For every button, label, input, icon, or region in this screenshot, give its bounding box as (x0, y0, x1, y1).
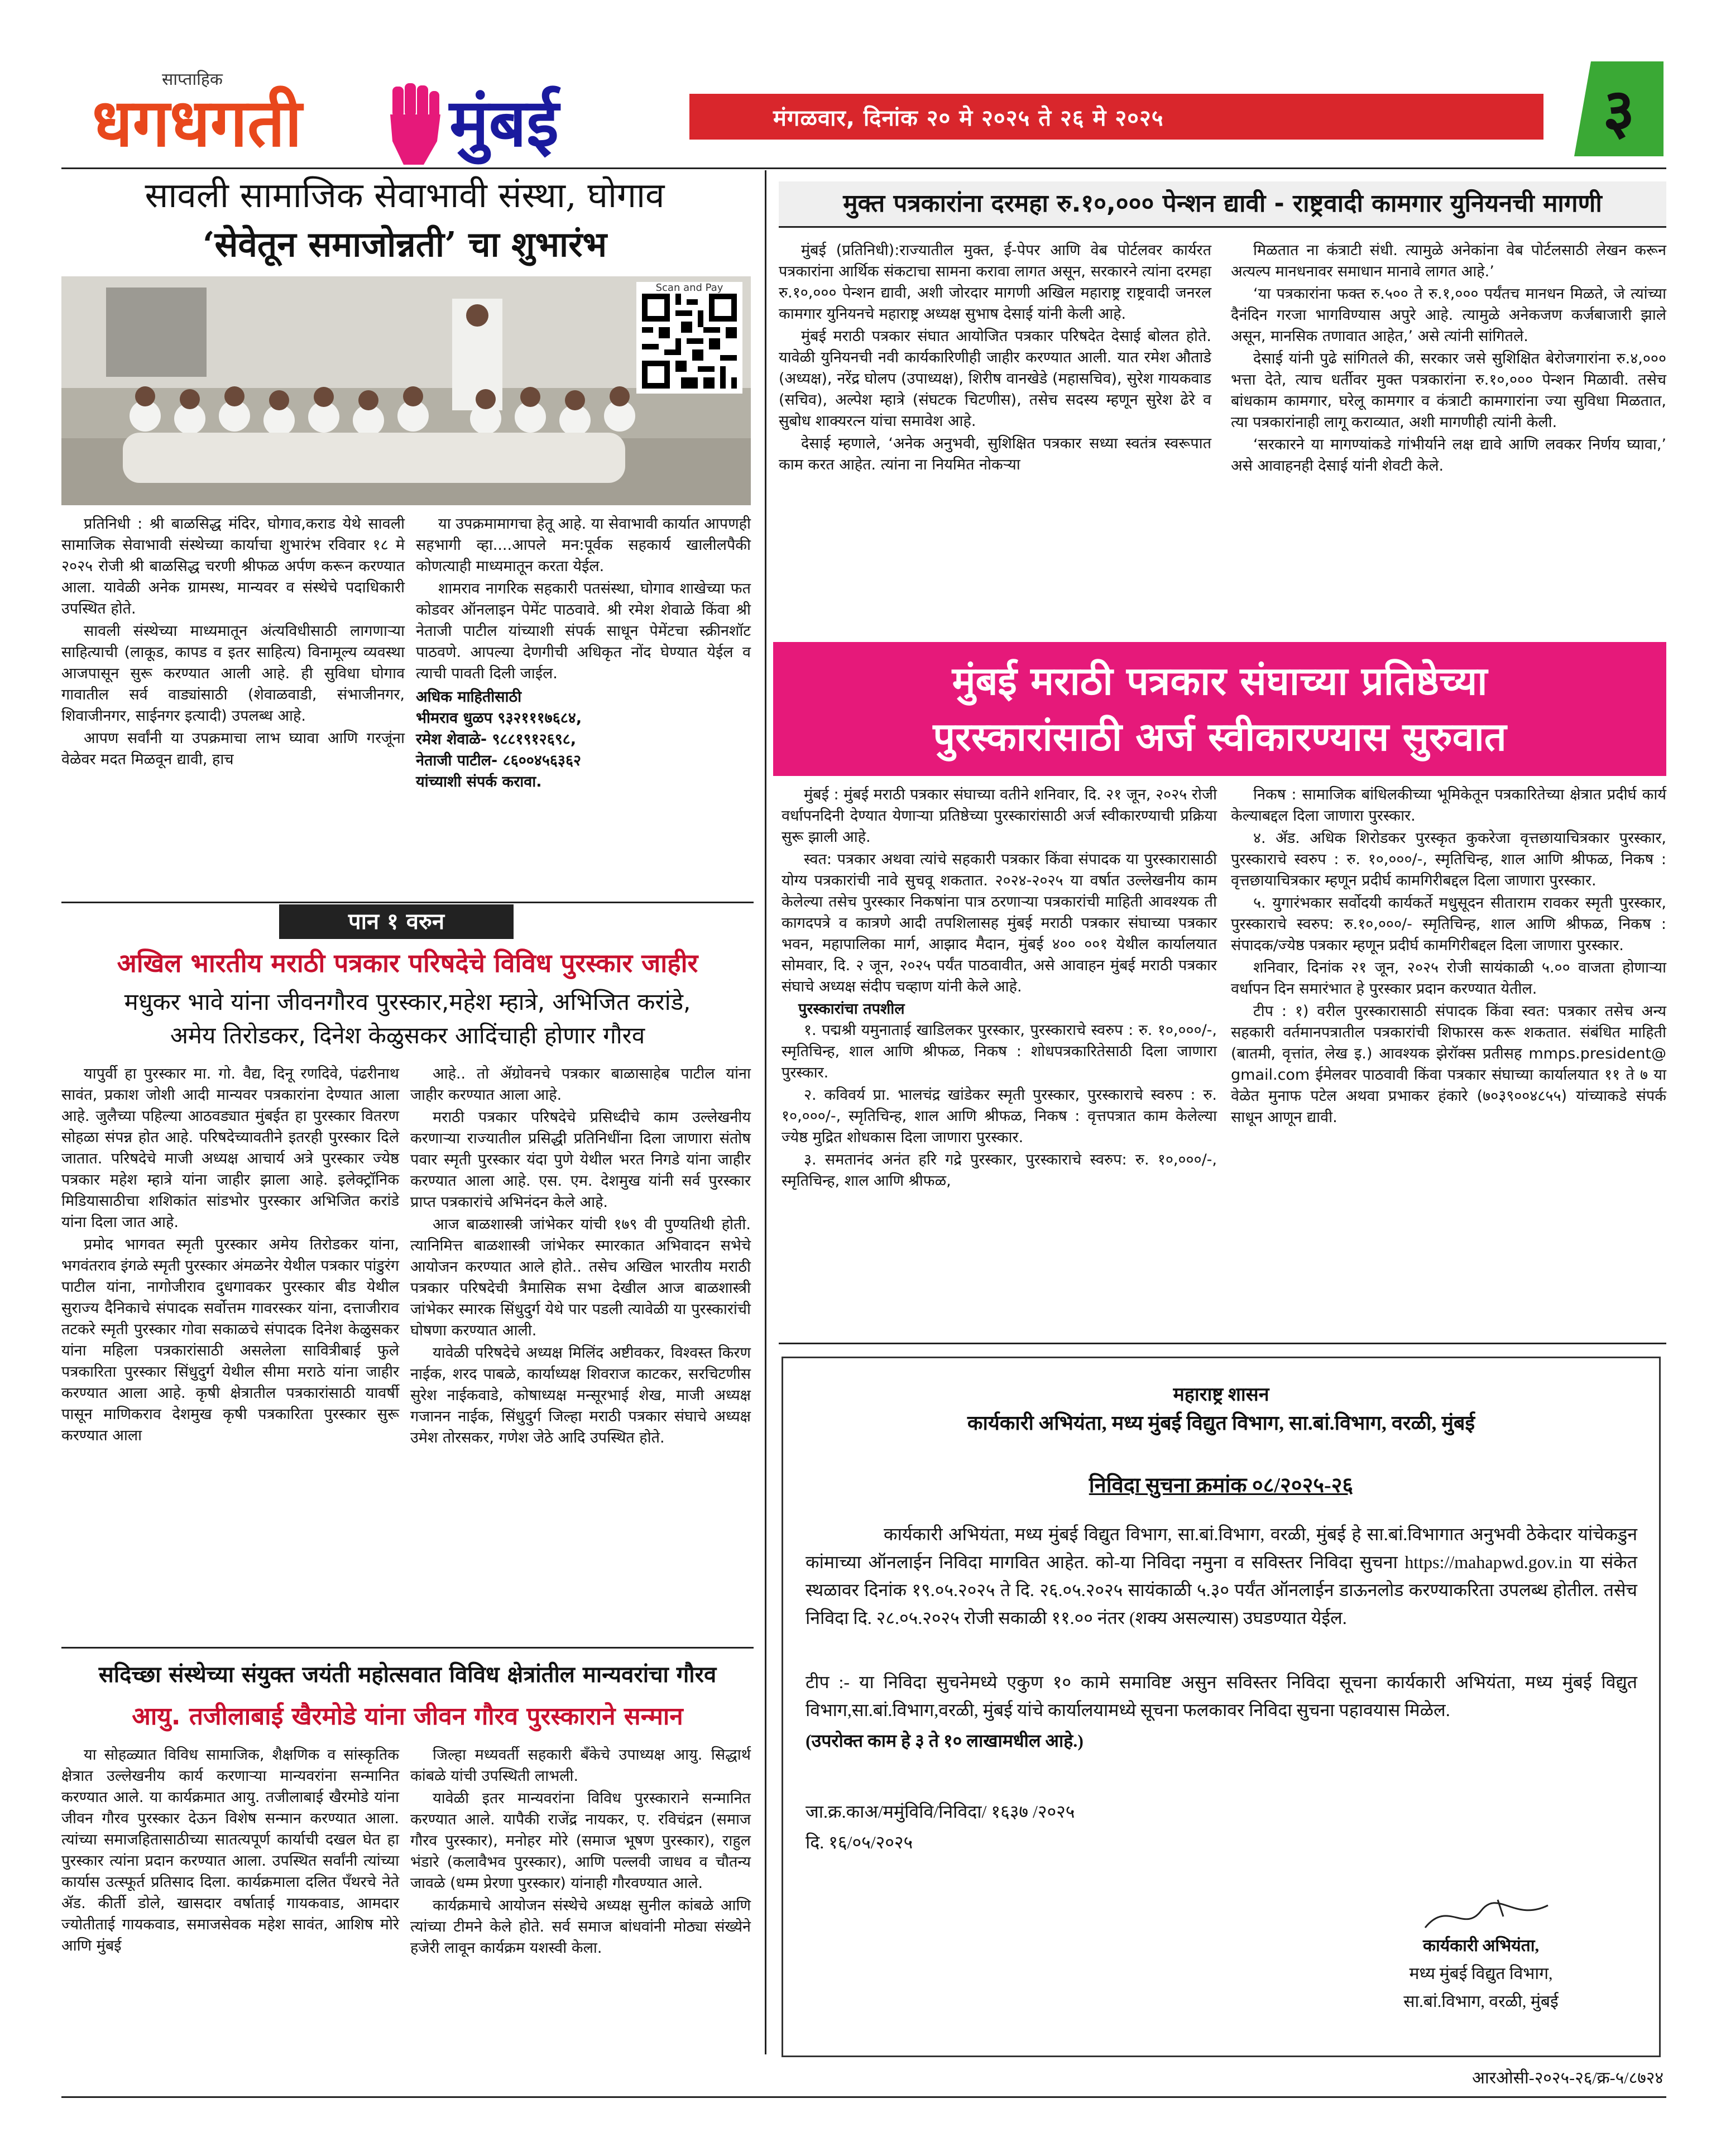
paragraph: मिळतात ना कंत्राटी संधी. त्यामुळे अनेकांना वेब पोर्टलसाठी लेखन करून अत्यल्प मानधनावर समाधान मानावे लागत आहे.’ (1231, 242, 1666, 280)
tender-office: कार्यकारी अभियंता, मध्य मुंबई विद्युत विभाग, सा.बां.विभाग, वरळी, मुंबई (967, 1412, 1475, 1434)
story2-title: अखिल भारतीय मराठी पत्रकार परिषदेचे विविध पुरस्कार जाहीर (117, 948, 698, 978)
tender-ref-no: जा.क्र.काअ/ममुंविवि/निविदा/ १६३७ /२०२५ (806, 1802, 1075, 1822)
page-number: ३ (1603, 75, 1635, 147)
qr-code-panel (636, 282, 742, 394)
paragraph: देसाई म्हणाले, ‘अनेक अनुभवी, सुशिक्षित पत्रकार सध्या स्वतंत्र स्वरूपात काम करत आहेत. त्यांना ना नियमित नोकऱ्या (779, 435, 1211, 473)
story2-subtitle-line1: मधुकर भावे यांना जीवनगौरव पुरस्कार,महेश म्हात्रे, अभिजित करांडे, (124, 988, 691, 1015)
paragraph: मुंबई (प्रतिनिधी):राज्यातील मुक्त, ई-पेपर आणि वेब पोर्टलवर कार्यरत पत्रकारांना आर्थिक संकटाचा सामना करावा लागत असून, सरकारने त्यांना दरमहा रु.१०,००० पेन्शन द्यावी, अशी जोरदार मागणी अखिल महाराष्ट्र राष्ट्रवादी जनरल कामगार युनियनचे महाराष्ट्र अध्यक्ष सुभाष देसाई यांनी केली आहे. (779, 242, 1211, 323)
paragraph: यावेळी इतर मान्यवरांना विविध पुरस्काराने सन्मानित करण्यात आले. यापैकी राजेंद्र नायकर, ए. रविचंद्रन (समाज गौरव पुरस्कार), मनोहर मोरे (समाज भूषण पुरस्कार), राहुल भंडारे (कलावैभव पुरस्कार), आणि पल्लवी जाधव व चौतन्य जावळे (धम्म प्रेरणा पुरस्कार) यांनाही गौरवण्यात आले. (410, 1790, 751, 1892)
paragraph: टीप : १) वरील पुरस्कारासाठी संपादक किंवा स्वत: पत्रकार तसेच अन्य सहकारी वर्तमानपत्रातील पत्रकारांची शिफारस करू शकतात. संबंधित माहिती (बातमी, वृत्तांत, लेख इ.) आवश्यक झेरॉक्स प्रतीसह mmps.president@ gmail.com ईमेलवर पाठवावी किंवा पत्रकार संघाच्या कार्यालयात ११ ते ७ या वेळेत मुनाफ पटेल अथवा प्रभाकर हंकारे (७०३९००४८५५) यांच्याकडे संपर्क साधून आणून द्यावी. (1231, 1003, 1666, 1126)
paragraph: यावेळी परिषदेचे अध्यक्ष मिलिंद अष्टीवकर, विश्वस्त किरण नाईक, शरद पाबळे, कार्याध्यक्ष शिवराज काटकर, सरचिटणीस सुरेश नाईकवाडे, कोषाध्यक्ष मन्सूरभाई शेख, माजी अध्यक्ष गजानन नाईक, सिंधुदुर्ग जिल्हा मराठी पत्रकार संघाचे अध्यक्ष उमेश तोरसकर, गणेश जेठे आदि उपस्थित होते. (410, 1344, 751, 1446)
paragraph: शनिवार, दिनांक २१ जून, २०२५ रोजी सायंकाळी ५.०० वाजता होणाऱ्या वर्धापन दिन समारंभात हे पुरस्कार प्रदान करण्यात येतील. (1231, 959, 1666, 998)
story1-title-line1: सावली सामाजिक सेवाभावी संस्था, घोगाव (145, 175, 665, 215)
contact-line: भीमराव धुळप ९३२१११७६८४, (416, 710, 582, 727)
paragraph: स्वत: पत्रकार अथवा त्यांचे सहकारी पत्रकार किंवा संपादक या पुरस्कारासाठी योग्य पत्रकारांची नावे सुचवू शकतात. २०२४-२०२५ या वर्षात उल्लेखनीय काम केलेल्या तसेच पुरस्कार निकषांना पात्र ठरणाऱ्या पत्रकारांची माहिती आवश्यक ती कागदपत्रे व कात्रणे आदी तपशिलासह मुंबई मराठी पत्रकार संघाच्या पत्रकार भवन, महापालिका मार्ग, आझाद मैदान, मुंबई ४०० ००१ येथील कार्यालयात सोमवार, दि. २ जून, २०२५ पर्यंत पाठवावीत, असे आवाहन मुंबई मराठी पत्रकार संघाचे अध्यक्ष संदीप चव्हाण यांनी केले आहे. (782, 851, 1217, 995)
paragraph: सावली संस्थेच्या माध्यमातून अंत्यविधीसाठी लागणाऱ्या साहित्याची (लाकूड, कापड व इतर साहित्य) विनामूल्य व्यवस्था आजपासून सुरू करण्यात आली आहे. ही सुविधा घोगाव गावातील सर्व वाड्यांसाठी (शेवाळवाडी, संभाजीनगर, शिवाजीनगर, साईनगर इत्यादी) उपलब्ध आहे. (61, 622, 405, 725)
tender-para3: (उपरोक्त काम हे ३ ते १० लाखामधील आहे.) (806, 1731, 1084, 1751)
tender-sign-line3: सा.बां.विभाग, वरळी, मुंबई (1403, 1992, 1559, 2011)
date-bar (689, 94, 1543, 140)
paragraph: आहे.. तो ॲग्रोवनचे पत्रकार बाळासाहेब पाटील यांना जाहीर करण्यात आला आहे. (410, 1065, 751, 1104)
story5-col2 (1231, 784, 1666, 1129)
story2-col2 (410, 1063, 751, 1450)
continued-label: पान १ वरुन (279, 904, 514, 939)
story5-banner (773, 642, 1666, 776)
story1-col1 (61, 514, 405, 772)
paragraph: कार्यक्रमाचे आयोजन संस्थेचे अध्यक्ष सुनील कांबळे आणि त्यांच्या टीमने केले होते. सर्व समाज बांधवांनी मोठ्या संख्येने हजेरी लावून कार्यक्रम यशस्वी केला. (410, 1897, 751, 1957)
masthead-small-label: साप्ताहिक (162, 70, 223, 89)
page-number-badge (1574, 61, 1664, 156)
masthead-name-part2: मुंबई (449, 84, 559, 161)
paragraph: मराठी पत्रकार परिषदेचे प्रसिध्दीचे काम उल्लेखनीय करणाऱ्या राज्यातील प्रसिद्धी प्रतिनिधींना दिला जाणारा संतोष पवार स्मृती पुरस्कार यंदा पुणे येथील भरत निगडे यांना जाहीर करण्यात आला आहे. एस. एम. देशमुख यांनी सर्व पुरस्कार प्राप्त पत्रकारांचे अभिनंदन केले आहे. (410, 1109, 751, 1211)
list-item: ३. समतानंद अनंत हरि गद्रे पुरस्कार, पुरस्काराचे स्वरुप: रु. १०,०००/-, स्मृतिचिन्ह, शाल आणि श्रीफळ, (782, 1151, 1217, 1190)
story3-col2 (410, 1745, 751, 1960)
list-item: ५. युगारंभकार सर्वोदयी कार्यकर्ते मधुसूदन सीताराम रावकर स्मृती पुरस्कार, पुरस्काराचे स्वरुप: रु.१०,०००/- स्मृतिचिन्ह, शाल आणि श्रीफळ, निकष : संपादक/ज्येष्ठ पत्रकार म्हणून प्रदीर्घ कामगिरीबद्दल दिला जाणारा पुरस्कार. (1231, 894, 1666, 954)
story1-title-line2: ‘सेवेतून समाजोन्नती’ चा शुभारंभ (202, 224, 607, 265)
story4-col2 (1231, 240, 1666, 478)
list-item: २. कविवर्य प्रा. भालचंद्र खांडेकर स्मृती पुरस्कार, पुरस्काराचे स्वरुप : रु. १०,०००/-, स्मृतिचिन्ह, शाल आणि श्रीफळ, निकष : वृत्तपत्रात काम केलेल्या ज्येष्ठ मुद्रित शोधकास दिला जाणारा पुरस्कार. (782, 1086, 1217, 1146)
story4-col1 (779, 240, 1211, 477)
contact-heading: अधिक माहितीसाठी (416, 688, 522, 706)
paragraph: प्रतिनिधी : श्री बाळसिद्ध मंदिर, घोगाव,कराड येथे सावली सामाजिक सेवाभावी संस्थेच्या कार्याचा शुभारंभ रविवार १८ मे २०२५ रोजी श्री बाळसिद्ध चरणी श्रीफळ अर्पण करून करण्यात आला. यावेळी अनेक ग्रामस्थ, मान्यवर व संस्थेचे पदाधिकारी उपस्थित होते. (61, 515, 405, 617)
paragraph: या उपक्रमामागचा हेतू आहे. या सेवाभावी कार्यात आपणही सहभागी व्हा....आपले मन:पूर्वक सहकार्य खालीलपैकी कोणत्याही माध्यमातून करता येईल. (416, 515, 751, 575)
story3-subtitle: आयु. तजीलाबाई खैरमोडे यांना जीवन गौरव पुरस्काराने सन्मान (132, 1702, 683, 1731)
paragraph: आपण सर्वांनी या उपक्रमाचा लाभ घ्यावा आणि गरजूंना वेळेवर मदत मिळवून द्यावी, हाच (61, 730, 405, 768)
story2-top-rule (61, 902, 754, 903)
tender-sign-line2: मध्य मुंबई विद्युत विभाग, (1409, 1965, 1553, 1983)
details-heading: पुरस्कारांचा तपशील (798, 1000, 905, 1018)
contact-line: यांच्याशी संपर्क करावा. (416, 773, 542, 790)
paragraph: निकष : सामाजिक बांधिलकीच्या भूमिकेतून पत्रकारितेच्या क्षेत्रात प्रदीर्घ कार्य केल्याबद्दल दिला जाणारा पुरस्कार. (1231, 786, 1666, 825)
story5-col1 (782, 784, 1217, 1193)
column-rule (765, 170, 766, 2054)
signature-icon (1414, 1894, 1559, 1939)
fist-icon (382, 81, 444, 165)
paragraph: ‘या पत्रकारांना फक्त रु.५०० ते रु.१,००० पर्यंतच मानधन मिळते, जे त्यांच्या दैनंदिन गरजा भागविण्यास अपुरे आहे. त्यामुळे अनेकजण कर्जबाजारी झाले असून, मानसिक तणावात आहेत,’ असे त्यांनी सांगितले. (1231, 285, 1666, 345)
page-bottom-rule (61, 2096, 1666, 2098)
story1-col2 (416, 514, 751, 793)
tender-para2: टीप :- या निविदा सुचनेमध्ये एकुण १० कामे समाविष्ट असुन सविस्तर निविदा सूचना कार्यकारी अभियंता, मध्य मुंबई विद्युत विभाग,सा.बां.विभाग,वरळी, मुंबई यांचे कार्यालयामध्ये सूचना फलकावर निविदा सुचना पहावयास मिळेल. (806, 1672, 1637, 1720)
tender-top-rule (779, 1343, 1666, 1344)
tender-notice (782, 1357, 1661, 2057)
story3-col1 (61, 1745, 399, 1958)
tender-notice-title: निविदा सुचना क्रमांक ०८/२०२५-२६ (1089, 1474, 1354, 1497)
masthead-name-part1: धगधगती (92, 84, 302, 161)
story2-col1 (61, 1063, 399, 1448)
paragraph: मुंबई मराठी पत्रकार संघात आयोजित पत्रकार परिषदेत देसाई बोलत होते. यावेळी युनियनची नवी कार्यकारिणीही जाहीर करण्यात आली. यात रमेश औताडे (अध्यक्ष), नरेंद्र घोलप (उपाध्यक्ष), शिरीष वानखेडे (महासचिव), सुरेश गायकवाड (सचिव), अल्पेश म्हात्रे (संघटक चिटणीस), तसेच सदस्य म्हणून सुरेश ढेरे व सुबोध शाक्यरत्न यांचा समावेश आहे. (779, 328, 1211, 430)
story3-top-rule (61, 1647, 754, 1649)
contact-line: नेताजी पाटील- ८६००४५६३६२ (416, 752, 582, 769)
paragraph: प्रमोद भागवत स्मृती पुरस्कार अमेय तिरोडकर यांना, भगवंतराव इंगळे स्मृती पुरस्कार अंमळनेर येथील पत्रकार पांडुरंग पाटील यांना, नागोजीराव दुधगावकर पुरस्कार बीड येथील सुराज्य दैनिकाचे संपादक सर्वोत्तम गावरस्कर यांना, दत्ताजीराव तटकरे स्मृती पुरस्कार गोवा सकाळचे संपादक दिनेश केळुसकर यांना महिला पत्रकारांसाठी असलेला सावित्रीबाई फुले पत्रकारिता पुरस्कार सिंधुदुर्ग येथील सीमा मराठे यांना जाहीर करण्यात आला आहे. कृषी क्षेत्रातील पत्रकारांसाठी यावर्षी पासून माणिकराव देशमुख कृषी पत्रकारिता पुरस्कार सुरू करण्यात आला (61, 1236, 399, 1444)
paragraph: या सोहळ्यात विविध सामाजिक, शैक्षणिक व सांस्कृतिक क्षेत्रात उल्लेखनीय कार्य करणाऱ्या मान्यवरांना सन्मानित करण्यात आले. या कार्यक्रमात आयु. तजीलाबाई खैरमोडे यांना जीवन गौरव पुरस्कार देऊन विशेष सन्मान करण्यात आला. त्यांच्या समाजहितासाठीच्या सातत्यपूर्ण कार्याची दखल घेत हा पुरस्कार त्यांना प्रदान करण्यात आला. उपस्थित सर्वांनी त्यांच्या कार्यास उत्स्फूर्त प्रतिसाद दिला. कार्यक्रमाला दलित पँथरचे नेते ॲड. कीर्ती डोले, खासदार वर्षाताई गायकवाड, आमदार ज्योतीताई गायकवाड, समाजसेवक महेश सावंत, आशिष मोरे आणि मुंबई (61, 1746, 399, 1954)
tender-govt: महाराष्ट्र शासन (1173, 1384, 1269, 1405)
masthead-rule (61, 167, 1666, 169)
story5-banner-line1: मुंबई मराठी पत्रकार संघाच्या प्रतिष्ठेच्या (952, 658, 1488, 704)
qr-label: Scan and Pay (655, 282, 723, 294)
paragraph: देसाई यांनी पुढे सांगितले की, सरकार जसे सुशिक्षित बेरोजगारांना रु.४,००० भत्ता देते, त्याच धर्तीवर मुक्त पत्रकारांना रु.१०,००० पेन्शन मिळावी. तसेच बांधकाम कामगार, घरेलू कामगार व कंत्राटी कामगारांना ज्या सुविधा मिळतात, त्या पत्रकारांनाही लागू कराव्यात, अशी मागणीही त्यांनी केली. (1231, 350, 1666, 431)
tender-ro-no: आरओसी-२०२५-२६/क्र-५/८७२४ (1472, 2069, 1664, 2087)
paragraph: जिल्हा मध्यवर्ती सहकारी बँकेचे उपाध्यक्ष आयु. सिद्धार्थ कांबळे यांची उपस्थिती लाभली. (410, 1746, 751, 1785)
story2-subtitle-line2: अमेय तिरोडकर, दिनेश केळुसकर आदिंचाही होणार गौरव (170, 1022, 645, 1049)
masthead-logo (92, 81, 606, 170)
date-line: मंगळवार, दिनांक २० मे २०२५ ते २६ मे २०२५ (773, 105, 1164, 131)
story5-banner-line2: पुरस्कारांसाठी अर्ज स्वीकारण्यास सुरुवात (933, 714, 1507, 760)
paragraph: यापुर्वी हा पुरस्कार मा. गो. वैद्य, दिनू रणदिवे, पंढरीनाथ सावंत, प्रकाश जोशी आदी मान्यवर पत्रकारांना देण्यात आला आहे. जुलैच्या पहिल्या आठवड्यात मुंबईत हा पुरस्कार वितरण सोहळा संपन्न होत आहे. परिषदेच्यावतीने इतरही पुरस्कार दिले जातात. परिषदेचे माजी अध्यक्ष आचार्य अत्रे पुरस्कार ज्येष्ठ पत्रकार महेश म्हात्रे यांना जाहीर झाला आहे. इलेक्ट्रॉनिक मिडियासाठीचा शशिकांत सांडभोर पुरस्कार अभिजित करांडे यांना दिला जात आहे. (61, 1065, 399, 1231)
contact-line: रमेश शेवाळे- ९८८१९१२६९८, (416, 731, 577, 748)
list-item: १. पद्मश्री यमुनाताई खाडिलकर पुरस्कार, पुरस्काराचे स्वरुप : रु. १०,०००/-, स्मृतिचिन्ह, शाल आणि श्रीफळ, निकष : शोधपत्रकारितेसाठी दिला जाणारा पुरस्कार. (782, 1022, 1217, 1081)
story1-photo (61, 276, 751, 505)
tender-para1: कार्यकारी अभियंता, मध्य मुंबई विद्युत विभाग, सा.बां.विभाग, वरळी, मुंबई हे सा.बां.विभागात अनुभवी ठेकेदार यांचेकडुन कांमाच्या ऑनलाईन निविदा मागवित आहेत. को-या निविदा नमुना व सविस्तर निविदा सुचना https://mahapwd.gov.in या संकेत स्थळावर दिनांक १९.०५.२०२५ ते दि. २६.०५.२०२५ सायंकाळी ५.३० पर्यंत ऑनलाईन डाऊनलोड करण्याकरिता उपलब्ध होतील. तसेच निविदा दि. २८.०५.२०२५ रोजी सकाळी ११.०० नंतर (शक्य असल्यास) उघडण्यात येईल. (806, 1524, 1637, 1628)
list-item: ४. ॲड. अधिक शिरोडकर पुरस्कृत कुकरेजा वृत्तछायाचित्रकार पुरस्कार, पुरस्काराचे स्वरुप : रु. १०,०००/-, स्मृतिचिन्ह, शाल आणि श्रीफळ, निकष : वृत्तछायाचित्रकार म्हणून प्रदीर्घ कामगिरीबद्दल दिला जाणारा पुरस्कार. (1231, 830, 1666, 889)
story3-title: सदिच्छा संस्थेच्या संयुक्त जयंती महोत्सवात विविध क्षेत्रांतील मान्यवरांचा गौरव (98, 1662, 717, 1688)
paragraph: आज बाळशास्त्री जांभेकर यांची १७९ वी पुण्यतिथी होती. त्यानिमित्त बाळशास्त्री जांभेकर स्मारकात अभिवादन सभेचे आयोजन करण्यात आले होते.. तसेच अखिल भारतीय मराठी पत्रकार परिषदेची त्रैमासिक सभा देखील आज बाळशास्त्री जांभेकर स्मारक सिंधुदुर्ग येथे पार पडली त्यावेळी या पुरस्कारांची घोषणा करण्यात आली. (410, 1216, 751, 1339)
story4-title: मुक्त पत्रकारांना दरमहा रु.१०,००० पेन्शन द्यावी - राष्ट्रवादी कामगार युनियनची मागणी (779, 181, 1666, 228)
tender-sign-line1: कार्यकारी अभियंता, (1422, 1937, 1540, 1955)
tender-ref-date: दि. १६/०५/२०२५ (806, 1832, 913, 1852)
paragraph: शामराव नागरिक सहकारी पतसंस्था, घोगाव शाखेच्या फत कोडवर ऑनलाइन पेमेंट पाठवावे. श्री रमेश शेवाळे किंवा श्री नेताजी पाटील यांच्याशी संपर्क साधून पेमेंटचा स्क्रीनशॉट पाठवणे. आपल्या देणगीची अधिकृत नोंद घेण्यात येईल व त्याची पावती दिली जाईल. (416, 580, 751, 682)
qr-code-icon (642, 294, 737, 389)
paragraph: मुंबई : मुंबई मराठी पत्रकार संघाच्या वतीने शनिवार, दि. २१ जून, २०२५ रोजी वर्धापनदिनी देण्यात येणाऱ्या प्रतिष्ठेच्या पुरस्कारांसाठी अर्ज स्वीकारण्याची प्रक्रिया सुरू झाली आहे. (782, 786, 1217, 846)
paragraph: ‘सरकारने या मागण्यांकडे गांभीर्याने लक्ष द्यावे आणि लवकर निर्णय घ्यावा,’ असे आवाहनही देसाई यांनी शेवटी केले. (1231, 436, 1666, 475)
